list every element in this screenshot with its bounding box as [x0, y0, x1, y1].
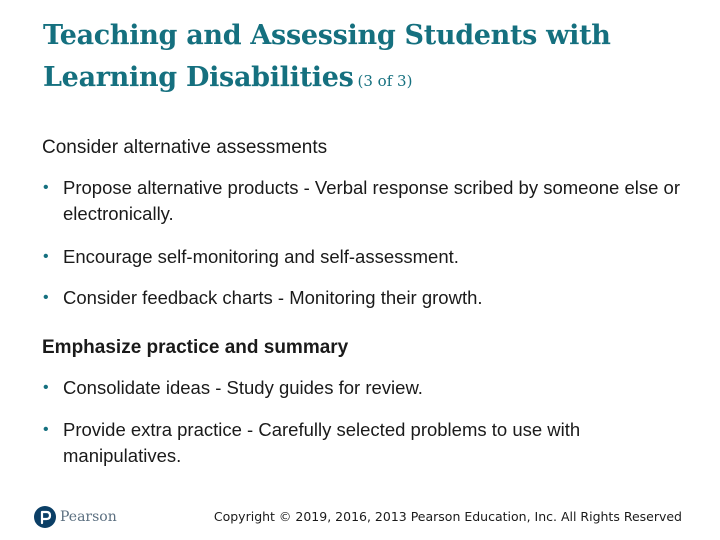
slide-title [43, 15, 683, 102]
bullet-item [43, 375, 693, 401]
bullet-icon: • [43, 289, 49, 306]
bullet-icon: • [43, 379, 49, 396]
title-line-1: Teaching and Assessing Students with [43, 20, 611, 51]
bullet-icon: • [43, 179, 49, 196]
bullet-text: Consider feedback charts - Monitoring their growth. [63, 287, 483, 308]
bullet-text: Propose alternative products - Verbal response scribed by someone else or electronically. [63, 177, 681, 224]
bullet-item [43, 244, 693, 270]
bullet-text: Consolidate ideas - Study guides for review. [63, 377, 423, 398]
title-line-2-text: Learning Disabilities [43, 62, 354, 93]
bullet-icon: • [43, 421, 49, 438]
bullet-text: Provide extra practice - Carefully selected problems to use with manipulatives. [63, 419, 581, 466]
copyright-notice: Copyright © 2019, 2016, 2013 Pearson Education, Inc. All Rights Reserved [213, 509, 682, 524]
section-heading-practice-summary: Emphasize practice and summary [42, 337, 349, 358]
bullet-item [43, 175, 693, 227]
pearson-wordmark: Pearson [60, 509, 117, 525]
bullet-icon: • [43, 248, 49, 265]
bullet-item [43, 285, 693, 311]
bullet-text: Encourage self-monitoring and self-assessment. [63, 246, 459, 267]
bullet-item [43, 417, 693, 469]
pearson-p-icon [34, 506, 56, 528]
title-line-2 [43, 57, 683, 102]
title-page-indicator: (3 of 3) [357, 72, 413, 90]
pearson-logo [34, 504, 117, 530]
section-heading-alternative-assessments: Consider alternative assessments [42, 137, 328, 158]
